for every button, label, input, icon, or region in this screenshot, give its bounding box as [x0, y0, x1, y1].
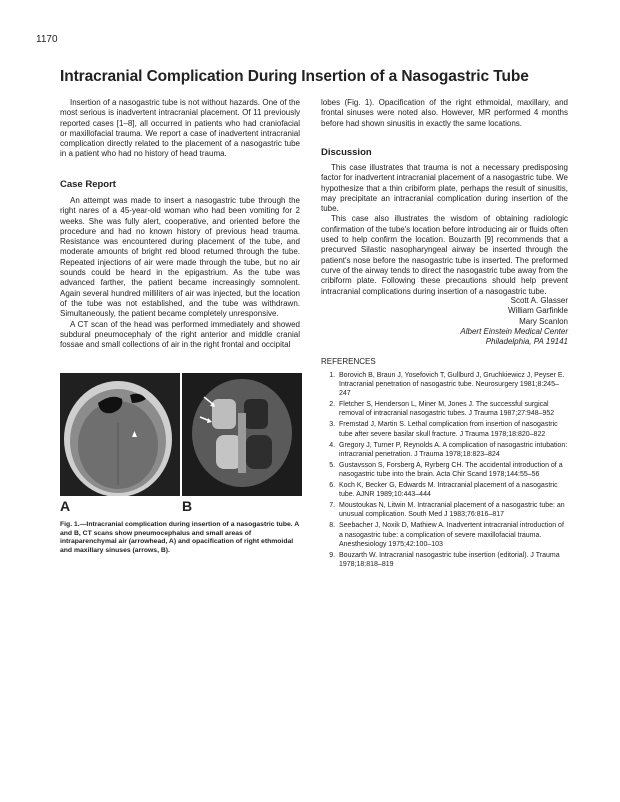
- page-number: 1170: [36, 34, 58, 45]
- author-name: Mary Scanlon: [519, 316, 568, 326]
- reference-item: 6. Koch K, Becker G, Edwards M. Intracranial placement of a nasogastric tube. AJNR 1989;10:443–444: [337, 481, 568, 499]
- reference-item: 7. Moustoukas N, Litwin M. Intracranial placement of a nasogastric tube: an unusual complication. South Med J 1983;76:816–817: [337, 501, 568, 519]
- panel-label-a: A: [60, 498, 71, 514]
- reference-item: 3. Fremstad J, Martin S. Lethal complication from insertion of nasogastric tube after severe basilar skull fracture. J Trauma 1978;18:820–822: [337, 420, 568, 438]
- reference-item: 4. Gregory J, Turner P, Reynolds A. A complication of nasogastric intubation: intracranial penetration. J Trauma 1978;18:823–824: [337, 441, 568, 459]
- references-list: [321, 371, 568, 571]
- ct-scan-image-b: [182, 373, 302, 496]
- case-report-body: [60, 196, 300, 350]
- references-heading: REFERENCES: [321, 357, 376, 366]
- reference-item: 9. Bouzarth W. Intracranial nasogastric tube insertion (editorial). J Trauma 1978;18:818–819: [337, 551, 568, 569]
- figure-caption: Fig. 1.—Intracranial complication during insertion of a nasogastric tube. A and B, CT scans show pneumocephalus and small areas of intraparenchymal air (arrowhead, A) and opacification of right ethmoidal and maxillary sinuses (arrows, B).: [60, 521, 299, 554]
- reference-item: 5. Gustavsson S, Forsberg A, Ryrberg CH. The accidental introduction of a nasogastric tube into the brain. Acta Chir Scand 1978;144:55–56: [337, 461, 568, 479]
- intro-paragraph: [60, 98, 300, 160]
- reference-item: 2. Fletcher S, Henderson L, Miner M, Jones J. The successful surgical removal of intracranial nasogastric tubes. J Trauma 1987;27:948–952: [337, 400, 568, 418]
- author-name: William Garfinkle: [507, 306, 568, 316]
- affiliation-location: Philadelphia, PA 19141: [485, 337, 568, 347]
- discussion-paragraph: This case also illustrates the wisdom of obtaining radiologic confirmation of the tube's location before introducing air or fluids often used to help confirm the location. Bouzarth [9] recommends that a precurved Silastic nasopharyngeal airway be inserted through the patient's nose before the nasogastric tube is inserted. The preformed curve of the airway tends to direct the nasogastric tube away from the cribiform plate. Following these precautions should help prevent intracranial complications during insertion of a nasogastric tube.: [321, 214, 568, 296]
- case-report-heading: Case Report: [60, 179, 116, 190]
- right-top-text: lobes (Fig. 1). Opacification of the right ethmoidal, maxillary, and frontal sinuses were noted also. However, MR performed 4 months before had shown sinusitis in exactly the same locations.: [321, 98, 568, 128]
- reference-item: 1. Borovich B, Braun J, Yosefovich T, Gullburd J, Gruchkiewicz J, Peyser E. Intracranial penetration of nasogastric tube. Neurosurgery 1981;8:245–247: [337, 371, 568, 398]
- reference-item: 8. Seebacher J, Noxik D, Mathiew A. Inadvertent intracranial introduction of a nasogastric tube: a complication of severe maxillofacial trauma. Anesthesiology 1975;42:100–103: [337, 521, 568, 548]
- author-signature: [321, 296, 568, 347]
- intro-text: Insertion of a nasogastric tube is not without hazards. One of the most serious is inadvertent intracranial placement. Of 11 previously reported cases [1–8], all occurred in patients who had craniofacial or maxillofacial trauma. We report a case of inadvertent intracranial complication directly related to the placement of a nasogastric tube in a patient who had no history of head trauma.: [60, 98, 300, 159]
- case-report-paragraph: An attempt was made to insert a nasogastric tube through the right nares of a 45-year-old woman who had been vomiting for 2 weeks. She was fully alert, cooperative, and oriented before the procedure and had no known history of previous head trauma. Resistance was encountered during placement of the tube, and moderate amounts of bright red blood returned through the tube. Repeated injections of air were made through the tube, but no air sounds could be heard in the epigastrium. As the tube was advanced farther, the patient became increasingly somnolent. Again several hundred milliliters of air was injected, but the location of the tube was not established, and the tube was withdrawn. Simultaneously, the patient became completely unresponsive.: [60, 196, 300, 319]
- ct-scan-image-a: [60, 373, 180, 496]
- affiliation: Albert Einstein Medical Center: [460, 326, 568, 336]
- discussion-body: [321, 163, 568, 297]
- panel-label-b: B: [182, 498, 193, 514]
- article-title: Intracranial Complication During Insertion of a Nasogastric Tube: [60, 68, 529, 85]
- right-top-paragraph: [321, 98, 568, 129]
- discussion-heading: Discussion: [321, 147, 372, 158]
- discussion-paragraph: This case illustrates that trauma is not a necessary predisposing factor for inadvertent intracranial placement of a nasogastric tube. We hypothesize that a thin cribiform plate, perhaps the result of sinusitis, may precipitate an intracranial complication during insertion of the tube.: [321, 163, 568, 214]
- case-report-paragraph: A CT scan of the head was performed immediately and showed subdural pneumocephaly of the right anterior and middle cranial fossae and small collections of air in the right frontal and occipital: [60, 319, 300, 350]
- author-name: Scott A. Glasser: [510, 296, 568, 305]
